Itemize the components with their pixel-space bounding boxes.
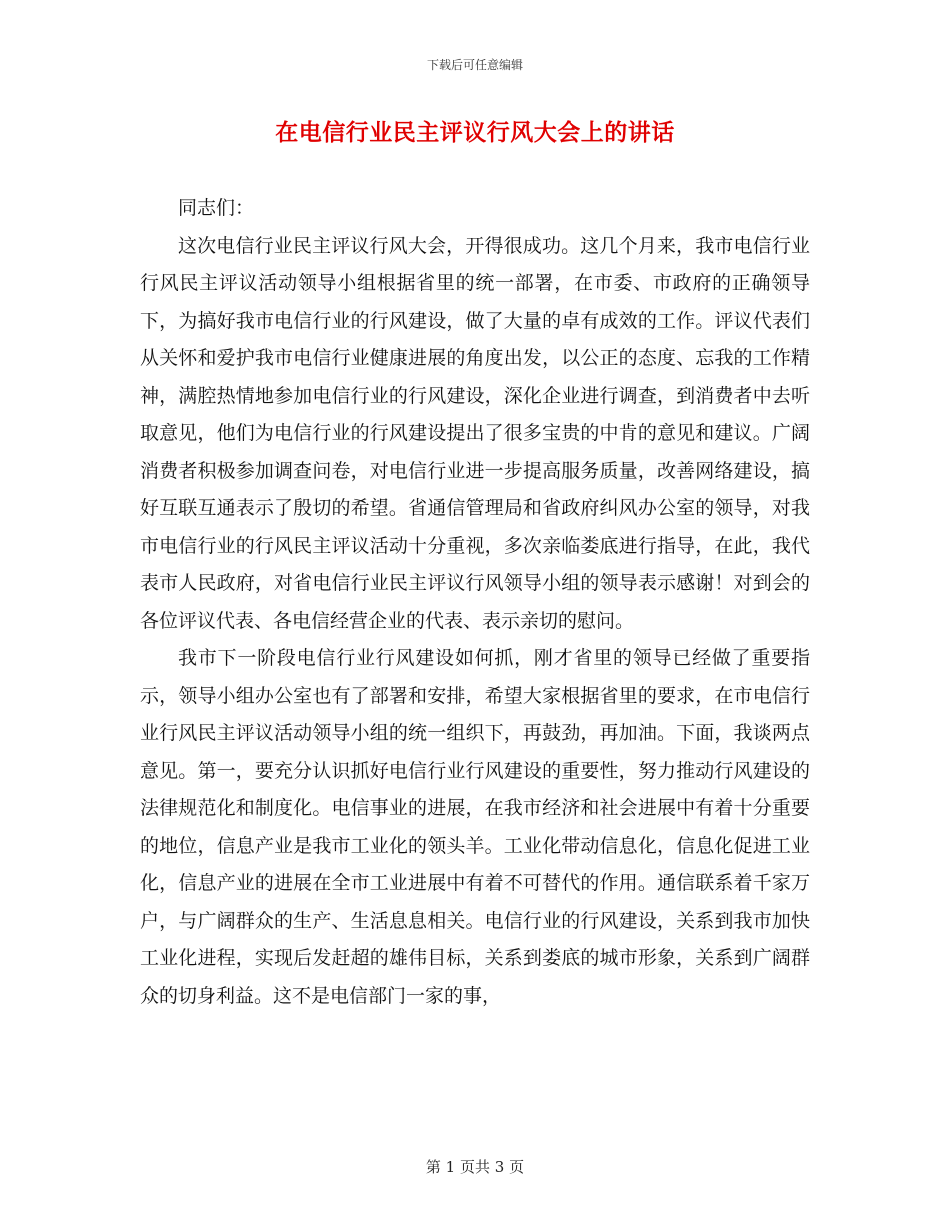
document-title: 在电信行业民主评议行风大会上的讲话	[275, 119, 675, 146]
document-body	[140, 190, 810, 1015]
body-paragraph: 这次电信行业民主评议行风大会，开得很成功。这几个月来，我市电信行业行风民主评议活动领导小组根据省里的统一部署，在市委、市政府的正确领导下，为搞好我市电信行业的行风建设，做了大量的卓有成效的工作。评议代表们从关怀和爱护我市电信行业健康进展的角度出发，以公正的态度、忘我的工作精神，满腔热情地参加电信行业的行风建设，深化企业进行调查，到消费者中去听取意见，他们为电信行业的行风建设提出了很多宝贵的中肯的意见和建议。广阔消费者积极参加调查问卷，对电信行业进一步提高服务质量，改善网络建设，搞好互联互通表示了殷切的希望。省通信管理局和省政府纠风办公室的领导，对我市电信行业的行风民主评议活动十分重视，多次亲临娄底进行指导，在此，我代表市人民政府，对省电信行业民主评议行风领导小组的领导表示感谢！对到会的各位评议代表、各电信经营企业的代表、表示亲切的慰问。	[140, 234, 810, 632]
salutation-paragraph: 同志们：	[178, 197, 255, 219]
header-note: 下载后可任意编辑	[426, 58, 523, 72]
body-paragraph: 我市下一阶段电信行业行风建设如何抓，刚才省里的领导已经做了重要指示，领导小组办公室也有了部署和安排，希望大家根据省里的要求，在市电信行业行风民主评议活动领导小组的统一组织下，再鼓劲，再加油。下面，我谈两点意见。第一，要充分认识抓好电信行业行风建设的重要性，努力推动行风建设的法律规范化和制度化。电信事业的进展，在我市经济和社会进展中有着十分重要的地位，信息产业是我市工业化的领头羊。工业化带动信息化，信息化促进工业化，信息产业的进展在全市工业进展中有着不可替代的作用。通信联系着千家万户，与广阔群众的生产、生活息息相关。电信行业的行风建设，关系到我市加快工业化进程，实现后发赶超的雄伟目标，关系到娄底的城市形象，关系到广阔群众的切身利益。这不是电信部门一家的事，	[140, 647, 810, 1007]
page-number-footer: 第 1 页共 3 页	[425, 1158, 525, 1176]
